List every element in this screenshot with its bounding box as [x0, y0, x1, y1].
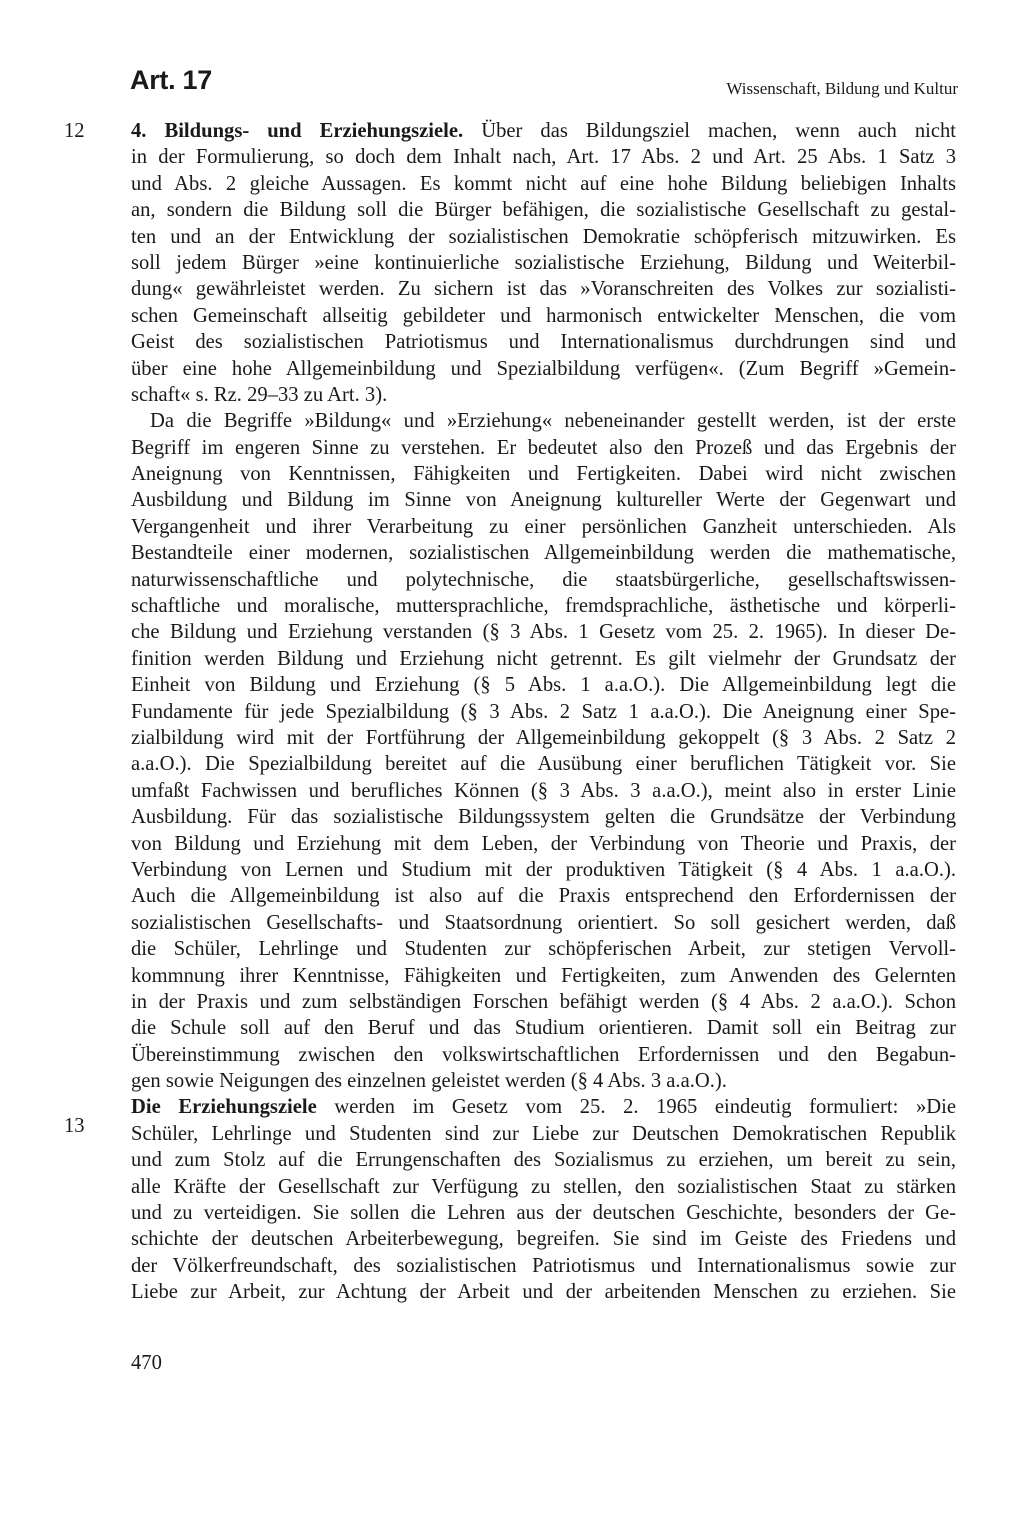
text-line: in der Praxis und zum selbständigen Forschen befähigt werden (§ 4 Abs. 2 a.a.O.). Schon [131, 990, 956, 1013]
text-line: a.a.O.). Die Spezialbildung bereitet auf die Ausübung einer beruflichen Tätigkeit vor. Sie [131, 753, 956, 776]
text-line: schen Gemeinschaft allseitig gebildeter und harmonisch entwickelter Menschen, die vom [131, 304, 956, 327]
text-line: Einheit von Bildung und Erziehung (§ 5 Abs. 1 a.a.O.). Die Allgemeinbildung legt die [131, 674, 956, 697]
text-line: in der Formulierung, so doch dem Inhalt nach, Art. 17 Abs. 2 und Art. 25 Abs. 1 Satz 3 [131, 146, 956, 169]
text-line: der Völkerfreundschaft, des sozialistischen Patriotismus und Internationalismus sowie zur [131, 1254, 956, 1277]
text-line: Aneignung von Kenntnissen, Fähigkeiten und Fertigkeiten. Dabei wird nicht zwischen [131, 463, 956, 486]
text-line: und zu verteidigen. Sie sollen die Lehren aus der deutschen Geschichte, besonders der Ge- [131, 1202, 956, 1225]
text-line: zialbildung wird mit der Fortführung der Allgemeinbildung gekoppelt (§ 3 Abs. 2 Satz 2 [131, 726, 956, 749]
article-label: Art. 17 [130, 65, 212, 95]
text-line: Die Erziehungsziele werden im Gesetz vom 25. 2. 1965 eindeutig formuliert: »Die [131, 1096, 956, 1119]
text-line: und zum Stolz auf die Errungenschaften des Sozialismus zu erziehen, um bereit zu sein, [131, 1149, 956, 1172]
text-line: schaft« s. Rz. 29–33 zu Art. 3). [131, 383, 388, 406]
text-line: Ausbildung. Für das sozialistische Bildungssystem gelten die Grundsätze der Verbindung [131, 806, 956, 829]
text-line: von Bildung und Erziehung mit dem Leben, der Verbindung von Theorie und Praxis, der [131, 832, 956, 855]
text-line: Verbindung von Lernen und Studium mit der produktiven Tätigkeit (§ 4 Abs. 1 a.a.O.). [131, 858, 956, 881]
body-text [131, 118, 956, 1306]
text-line: alle Kräfte der Gesellschaft zur Verfügung zu stellen, den sozialistischen Staat zu stärken [131, 1175, 956, 1198]
text-line: umfaßt Fachwissen und berufliches Können (§ 3 Abs. 3 a.a.O.), meint also in erster Linie [131, 779, 956, 802]
text-line: naturwissenschaftliche und polytechnische, die staatsbürgerliche, gesellschaftswissen- [131, 568, 956, 591]
running-title: Wissenschaft, Bildung und Kultur [726, 79, 958, 98]
text-line: finition werden Bildung und Erziehung nicht getrennt. Es gilt vielmehr der Grundsatz der [131, 647, 956, 670]
text-line: die Schüler, Lehrlinge und Studenten zur schöpferischen Arbeit, zur stetigen Vervoll- [131, 938, 956, 961]
text-line: Schüler, Lehrlinge und Studenten sind zur Liebe zur Deutschen Demokratischen Republik [131, 1122, 956, 1145]
text-line: Bestandteile einer modernen, sozialistischen Allgemeinbildung werden die mathematische, [131, 542, 956, 565]
text-line: an, sondern die Bildung soll die Bürger befähigen, die sozialistische Gesellschaft zu gestal- [131, 199, 956, 222]
text-line: 4. Bildungs- und Erziehungsziele. Über das Bildungsziel machen, wenn auch nicht [131, 120, 956, 142]
text-line: schaftliche und moralische, muttersprachliche, fremdsprachliche, ästhetische und körperli- [131, 595, 956, 618]
margin-number-12: 12 [64, 120, 85, 142]
text-line: Ausbildung und Bildung im Sinne von Aneignung kultureller Werte der Gegenwart und [131, 489, 956, 512]
text-line: die Schule soll auf den Beruf und das Studium orientieren. Damit soll ein Beitrag zur [131, 1017, 956, 1040]
text-line: kommnung ihrer Kenntnisse, Fähigkeiten und Fertigkeiten, zum Anwenden des Gelernten [131, 964, 956, 987]
text-line: Begriff im engeren Sinne zu verstehen. Er bedeutet also den Prozeß und das Ergebnis der [131, 436, 956, 459]
text-line: Fundamente für jede Spezialbildung (§ 3 Abs. 2 Satz 1 a.a.O.). Die Aneignung einer Spe- [131, 700, 956, 723]
text-line: und Abs. 2 gleiche Aussagen. Es kommt nicht auf eine hohe Bildung beliebigen Inhalts [131, 172, 956, 195]
text-line: über eine hohe Allgemeinbildung und Spezialbildung verfügen«. (Zum Begriff »Gemein- [131, 357, 956, 380]
text-line: che Bildung und Erziehung verstanden (§ 3 Abs. 1 Gesetz vom 25. 2. 1965). In dieser De- [131, 621, 956, 644]
text-line: sozialistischen Gesellschafts- und Staatsordnung orientiert. So soll gesichert werden, daß [131, 911, 956, 934]
text-line: Geist des sozialistischen Patriotismus und Internationalismus durchdrungen sind und [131, 331, 956, 354]
text-line: schichte der deutschen Arbeiterbewegung, begreifen. Sie sind im Geiste des Friedens und [131, 1228, 956, 1251]
text-line: Liebe zur Arbeit, zur Achtung der Arbeit und der arbeitenden Menschen zu erziehen. Sie [131, 1281, 956, 1304]
text-line: Übereinstimmung zwischen den volkswirtschaftlichen Erfordernissen und den Begabun- [131, 1043, 956, 1066]
text-line: soll jedem Bürger »eine kontinuierliche sozialistische Erziehung, Bildung und Weiterbil- [131, 251, 956, 274]
page-number: 470 [131, 1352, 162, 1374]
text-line: gen sowie Neigungen des einzelnen geleistet werden (§ 4 Abs. 3 a.a.O.). [131, 1070, 727, 1093]
section-heading: 4. Bildungs- und Erziehungsziele. [131, 120, 464, 142]
margin-number-13: 13 [64, 1115, 85, 1137]
text-line: Auch die Allgemeinbildung ist also auf die Praxis entsprechend den Erfordernissen der [131, 885, 956, 908]
text-line: Da die Begriffe »Bildung« und »Erziehung« nebeneinander gestellt werden, ist der erste [150, 410, 956, 433]
section-heading: Die Erziehungsziele [131, 1096, 317, 1119]
text-line: Vergangenheit und ihrer Verarbeitung zu einer persönlichen Ganzheit unterschieden. Als [131, 515, 956, 538]
text-line: dung« gewährleistet werden. Zu sichern ist das »Voranschreiten des Volkes zur sozialisti- [131, 278, 956, 301]
text-line: ten und an der Entwicklung der sozialistischen Demokratie schöpferisch mitzuwirken. Es [131, 225, 956, 248]
